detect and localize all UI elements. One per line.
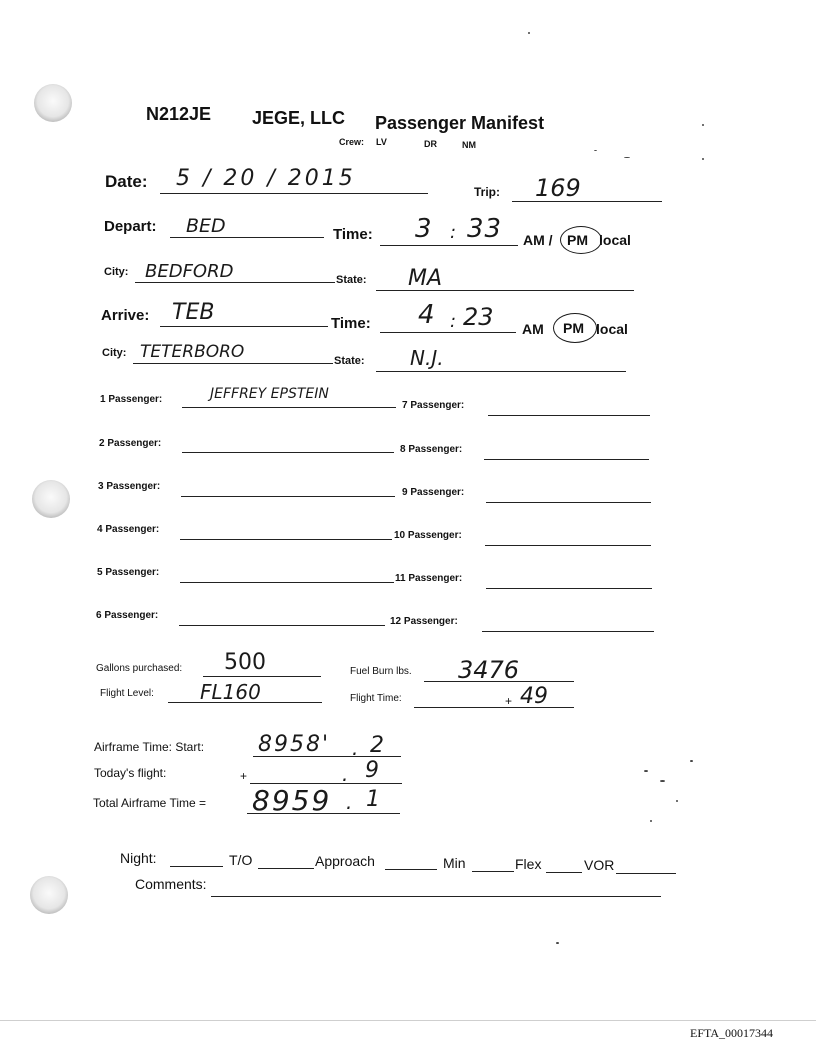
flight-level-label: Flight Level: <box>100 688 154 699</box>
flight-time-line <box>414 707 574 708</box>
vor-label: VOR <box>584 857 615 873</box>
passenger-6-label: 6 Passenger: <box>96 610 159 621</box>
passenger-10-line <box>485 545 651 546</box>
arrive-pm-circle <box>553 313 597 343</box>
punch-hole-bottom <box>30 876 68 914</box>
depart-colon: : <box>450 222 457 243</box>
crew-lv: LV <box>376 137 387 147</box>
passenger-5-label: 5 Passenger: <box>97 567 160 578</box>
airframe-start-whole: 8958' <box>258 732 331 757</box>
passenger-4-line <box>180 539 392 540</box>
depart-time-line <box>380 245 518 246</box>
depart-minutes: 33 <box>467 214 503 244</box>
company-name: JEGE, LLC <box>252 108 346 128</box>
todays-flight-decimal: 9 <box>365 758 379 783</box>
arrive-colon: : <box>450 311 457 332</box>
depart-city-label: City: <box>104 266 129 278</box>
arrive-value: TEB <box>172 300 215 325</box>
gallons-value: 500 <box>224 650 266 675</box>
depart-label: Depart: <box>104 218 157 235</box>
todays-flight-dot: . <box>342 762 349 786</box>
scan-speck <box>702 158 704 160</box>
scan-speck <box>556 942 559 944</box>
scan-speck <box>676 800 678 802</box>
scan-speck <box>624 157 630 158</box>
flex-label: Flex <box>515 856 542 872</box>
arrive-state-line <box>376 371 626 372</box>
passenger-7-label: 7 Passenger: <box>402 400 465 411</box>
depart-state-label: State: <box>336 274 367 286</box>
night-line <box>170 866 223 867</box>
passenger-11-label: 11 Passenger: <box>395 573 463 584</box>
airframe-start-dot: . <box>352 736 359 760</box>
passenger-6-line <box>179 625 385 626</box>
approach-line <box>385 869 437 870</box>
depart-hours: 3 <box>415 214 432 244</box>
todays-flight-label: Today's flight: <box>94 766 167 780</box>
arrive-label: Arrive: <box>101 307 150 324</box>
arrive-time-line <box>380 332 516 333</box>
depart-line <box>170 237 324 238</box>
total-airframe-dot: . <box>346 790 353 814</box>
depart-local: local <box>599 232 631 248</box>
gallons-line <box>203 676 321 677</box>
arrive-line <box>160 326 328 327</box>
passenger-8-line <box>484 459 649 460</box>
arrive-pm: PM <box>563 320 584 336</box>
fuel-burn-label: Fuel Burn lbs. <box>350 666 412 677</box>
flight-time-value: 49 <box>520 684 548 709</box>
depart-city-line <box>135 282 335 283</box>
crew-nm: NM <box>462 140 476 150</box>
total-airframe-decimal: 1 <box>366 787 380 812</box>
depart-pm: PM <box>567 232 588 248</box>
passenger-3-label: 3 Passenger: <box>98 481 161 492</box>
crew-label: Crew: <box>339 137 365 147</box>
arrive-city-value: TETERBORO <box>140 342 245 362</box>
vor-line <box>616 873 676 874</box>
fuel-burn-value: 3476 <box>458 656 520 684</box>
gallons-label: Gallons purchased: <box>96 663 183 674</box>
total-airframe-whole: 8959 <box>252 784 332 817</box>
arrive-hours: 4 <box>418 300 435 330</box>
date-value: 5 / 20 / 2015 <box>176 166 356 191</box>
passenger-1-value: JEFFREY EPSTEIN <box>210 386 329 402</box>
date-label: Date: <box>105 172 148 191</box>
passenger-12-label: 12 Passenger: <box>390 616 458 627</box>
flight-level-value: FL160 <box>200 680 261 704</box>
passenger-5-line <box>180 582 394 583</box>
flight-time-plus: + <box>505 694 513 708</box>
scan-speck <box>594 150 597 151</box>
passenger-4-label: 4 Passenger: <box>97 524 160 535</box>
scan-speck <box>702 124 704 126</box>
crew-dr: DR <box>424 139 437 149</box>
passenger-1-line <box>182 407 396 408</box>
trip-label: Trip: <box>474 185 500 199</box>
arrive-city-label: City: <box>102 347 127 359</box>
depart-city-value: BEDFORD <box>145 261 234 282</box>
passenger-9-label: 9 Passenger: <box>402 487 465 498</box>
arrive-state-label: State: <box>334 355 365 367</box>
min-line <box>472 871 514 872</box>
trip-value: 169 <box>535 174 581 202</box>
document-id: EFTA_00017344 <box>690 1026 774 1040</box>
passenger-12-line <box>482 631 654 632</box>
comments-line <box>211 896 661 897</box>
passenger-11-line <box>486 588 652 589</box>
to-line <box>258 868 314 869</box>
passenger-2-label: 2 Passenger: <box>99 438 162 449</box>
page-edge-separator <box>0 1020 816 1021</box>
flex-line <box>546 872 582 873</box>
night-label: Night: <box>120 850 157 866</box>
arrive-minutes: 23 <box>463 303 494 331</box>
arrive-time-label: Time: <box>331 315 371 332</box>
scan-speck <box>528 32 530 34</box>
to-label: T/O <box>229 852 253 868</box>
todays-flight-plus: + <box>240 769 248 783</box>
depart-am: AM / <box>523 232 553 248</box>
page-title: Passenger Manifest <box>375 113 545 133</box>
punch-hole-top <box>34 84 72 122</box>
passenger-9-line <box>486 502 651 503</box>
date-line <box>160 193 428 194</box>
passenger-2-line <box>182 452 394 453</box>
tail-number: N212JE <box>146 104 212 124</box>
scan-speck <box>650 820 652 822</box>
approach-label: Approach <box>315 853 375 869</box>
passenger-1-label: 1 Passenger: <box>100 394 163 405</box>
depart-value: BED <box>186 215 226 237</box>
scan-speck <box>690 760 693 762</box>
passenger-3-line <box>181 496 395 497</box>
comments-label: Comments: <box>135 876 207 892</box>
depart-time-label: Time: <box>333 226 373 243</box>
airframe-start-decimal: 2 <box>370 733 384 758</box>
total-airframe-label: Total Airframe Time = <box>93 796 207 810</box>
passenger-7-line <box>488 415 650 416</box>
airframe-start-label: Airframe Time: Start: <box>94 740 205 754</box>
punch-hole-middle <box>32 480 70 518</box>
arrive-city-line <box>133 363 333 364</box>
passenger-10-label: 10 Passenger: <box>394 530 462 541</box>
arrive-state-value: N.J. <box>410 346 444 370</box>
arrive-am: AM <box>522 321 544 337</box>
depart-state-value: MA <box>408 266 443 291</box>
flight-time-label: Flight Time: <box>350 693 402 704</box>
scan-speck <box>644 770 648 772</box>
scan-speck <box>660 780 665 782</box>
arrive-local: local <box>596 321 628 337</box>
depart-pm-circle <box>560 226 602 254</box>
min-label: Min <box>443 855 466 871</box>
passenger-8-label: 8 Passenger: <box>400 444 463 455</box>
